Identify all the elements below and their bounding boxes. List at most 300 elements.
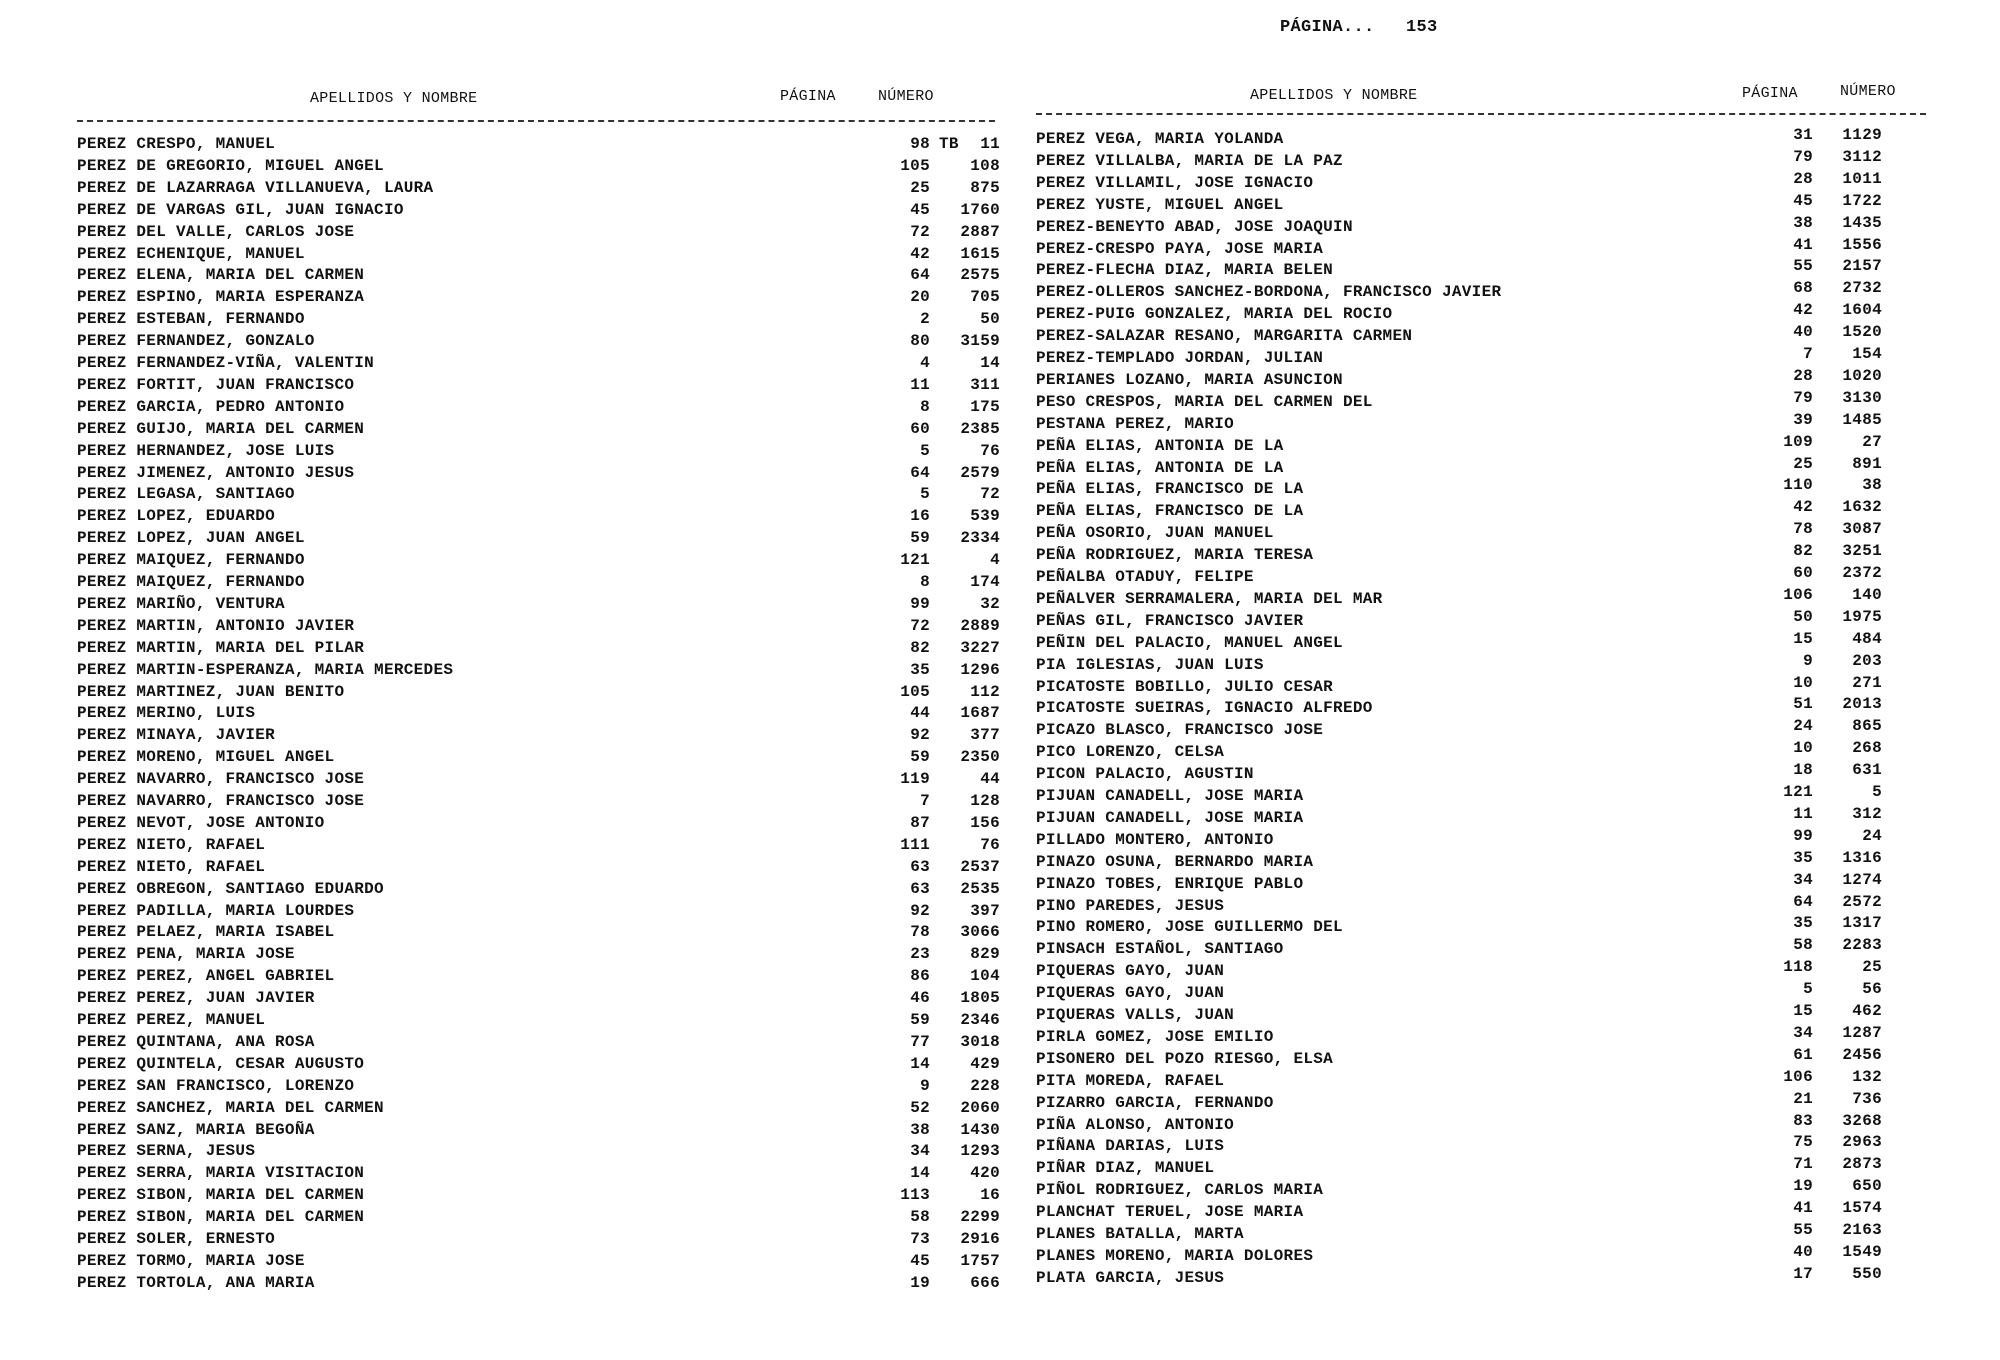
index-entry bbox=[77, 440, 1000, 462]
entry-pagina: 58 bbox=[1793, 936, 1813, 955]
entry-name: PEREZ MARTIN, MARIA DEL PILAR bbox=[77, 638, 365, 657]
entry-numero: 631 bbox=[1852, 761, 1882, 780]
entry-numero: 156 bbox=[970, 813, 1000, 832]
index-entry bbox=[77, 549, 1000, 571]
entry-name: PEREZ LOPEZ, EDUARDO bbox=[77, 507, 276, 526]
entry-numero: 104 bbox=[970, 967, 1000, 986]
entry-numero: 429 bbox=[970, 1054, 1000, 1073]
left-header-name: APELLIDOS Y NOMBRE bbox=[310, 90, 478, 107]
entry-pagina: 60 bbox=[910, 419, 930, 438]
entry-numero: 3066 bbox=[960, 923, 1000, 942]
entry-numero: 2572 bbox=[1842, 892, 1882, 911]
entry-numero: 3251 bbox=[1842, 542, 1882, 561]
index-entry bbox=[77, 943, 1000, 965]
entry-pagina: 21 bbox=[1793, 1089, 1813, 1108]
entry-numero: 1556 bbox=[1842, 235, 1882, 254]
index-entry bbox=[77, 900, 1000, 922]
entry-name: PEREZ-BENEYTO ABAD, JOSE JOAQUIN bbox=[1036, 217, 1353, 236]
entry-numero: 1632 bbox=[1842, 498, 1882, 517]
entry-pagina: 99 bbox=[1793, 826, 1813, 845]
entry-pagina: 7 bbox=[1803, 345, 1813, 363]
entry-numero: 875 bbox=[970, 178, 1000, 197]
entry-name: PESO CRESPOS, MARIA DEL CARMEN DEL bbox=[1036, 392, 1373, 411]
entry-name: PEREZ VILLAMIL, JOSE IGNACIO bbox=[1036, 173, 1314, 192]
entry-pagina: 80 bbox=[910, 332, 930, 351]
entry-pagina: 5 bbox=[1803, 980, 1813, 999]
entry-numero: 76 bbox=[980, 835, 1000, 854]
entry-pagina: 41 bbox=[1793, 235, 1813, 254]
entry-name: PEREZ FORTIT, JUAN FRANCISCO bbox=[77, 375, 355, 394]
entry-pagina: 55 bbox=[1793, 257, 1813, 276]
entry-name: PEREZ PENA, MARIA JOSE bbox=[77, 945, 295, 964]
entry-name: PINO ROMERO, JOSE GUILLERMO DEL bbox=[1036, 918, 1343, 937]
entry-pagina: 71 bbox=[1793, 1155, 1813, 1174]
entry-pagina: 35 bbox=[1793, 914, 1813, 933]
entry-name: PEREZ SOLER, ERNESTO bbox=[77, 1230, 276, 1248]
entry-numero: 2013 bbox=[1842, 695, 1882, 714]
entry-name: PEREZ JIMENEZ, ANTONIO JESUS bbox=[77, 463, 355, 482]
entry-name: PEREZ ECHENIQUE, MANUEL bbox=[77, 244, 305, 263]
entry-pagina: 82 bbox=[910, 638, 930, 657]
entry-name: PICAZO BLASCO, FRANCISCO JOSE bbox=[1036, 721, 1324, 740]
entry-name: PLANES MORENO, MARIA DOLORES bbox=[1036, 1246, 1314, 1265]
entry-numero: 3130 bbox=[1842, 388, 1882, 407]
index-entry bbox=[77, 1119, 1000, 1141]
entry-name: PEREZ SANCHEZ, MARIA DEL CARMEN bbox=[77, 1098, 384, 1117]
entry-pagina: 59 bbox=[910, 529, 930, 548]
entry-name: PEREZ MAIQUEZ, FERNANDO bbox=[77, 551, 305, 570]
index-entry bbox=[77, 615, 1000, 637]
index-entry bbox=[77, 1053, 1000, 1075]
entry-name: PEREZ SIBON, MARIA DEL CARMEN bbox=[77, 1208, 365, 1227]
entry-pagina: 121 bbox=[1783, 783, 1813, 801]
entry-numero: 132 bbox=[1852, 1067, 1882, 1086]
index-entry bbox=[77, 790, 1000, 812]
entry-numero: 1604 bbox=[1842, 301, 1882, 320]
entry-pagina: 34 bbox=[1793, 1023, 1813, 1042]
entry-pagina: 2 bbox=[920, 310, 930, 329]
entry-numero: 50 bbox=[980, 310, 1000, 329]
entry-pagina: 118 bbox=[1783, 958, 1813, 977]
entry-name: PEREZ DE VARGAS GIL, JUAN IGNACIO bbox=[77, 200, 404, 219]
entry-pagina: 25 bbox=[1793, 454, 1813, 473]
entry-numero: 311 bbox=[970, 375, 1000, 394]
entry-name: PEREZ-FLECHA DIAZ, MARIA BELEN bbox=[1036, 261, 1334, 280]
entry-name: PEREZ TORTOLA, ANA MARIA bbox=[77, 1273, 315, 1292]
entry-name: PEREZ GARCIA, PEDRO ANTONIO bbox=[77, 397, 345, 416]
index-entry bbox=[77, 1206, 1000, 1228]
index-entry bbox=[77, 286, 1000, 308]
index-entry bbox=[77, 396, 1000, 418]
entry-pagina: 106 bbox=[1783, 1067, 1813, 1086]
entry-pagina: 25 bbox=[910, 178, 930, 197]
entry-name: PIZARRO GARCIA, FERNANDO bbox=[1036, 1093, 1274, 1112]
entry-name: PEREZ LOPEZ, JUAN ANGEL bbox=[77, 529, 305, 548]
index-entry bbox=[77, 637, 1000, 659]
right-header-name: APELLIDOS Y NOMBRE bbox=[1250, 87, 1418, 104]
entry-name: PEREZ MAIQUEZ, FERNANDO bbox=[77, 573, 305, 591]
entry-pagina: 92 bbox=[910, 726, 930, 745]
entry-pagina: 72 bbox=[910, 222, 930, 241]
entry-numero: 1615 bbox=[960, 244, 1000, 263]
entry-name: PEREZ SIBON, MARIA DEL CARMEN bbox=[77, 1186, 365, 1205]
entry-numero: 3018 bbox=[960, 1032, 1000, 1051]
entry-numero: 550 bbox=[1852, 1264, 1882, 1283]
left-header-pagina: PÁGINA bbox=[780, 88, 836, 105]
entry-pagina: 63 bbox=[910, 857, 930, 876]
entry-name: PEREZ ELENA, MARIA DEL CARMEN bbox=[77, 266, 365, 285]
entry-numero: 462 bbox=[1852, 1002, 1882, 1020]
entry-numero: 312 bbox=[1852, 804, 1882, 823]
entry-pagina: 113 bbox=[900, 1186, 930, 1205]
entry-name: PEÑA ELIAS, FRANCISCO DE LA bbox=[1036, 480, 1304, 499]
entry-numero: 11 bbox=[980, 135, 1000, 153]
entry-numero: 56 bbox=[1862, 980, 1882, 999]
entry-pagina: 86 bbox=[910, 967, 930, 986]
entry-numero: 1760 bbox=[960, 200, 1000, 219]
entry-name: PEREZ VILLALBA, MARIA DE LA PAZ bbox=[1036, 151, 1343, 170]
entry-name: PEREZ FERNANDEZ-VIÑA, VALENTIN bbox=[77, 354, 375, 372]
entry-name: PEREZ DE LAZARRAGA VILLANUEVA, LAURA bbox=[77, 178, 434, 197]
entry-numero: 1316 bbox=[1842, 848, 1882, 867]
entry-numero: 2346 bbox=[960, 1011, 1000, 1029]
entry-name: PEREZ ESTEBAN, FERNANDO bbox=[77, 310, 305, 329]
entry-name: PIÑOL RODRIGUEZ, CARLOS MARIA bbox=[1036, 1181, 1324, 1200]
entry-pagina: 11 bbox=[910, 375, 930, 394]
entry-pagina: 9 bbox=[920, 1076, 930, 1095]
entry-numero: 38 bbox=[1862, 476, 1882, 495]
entry-numero: 736 bbox=[1852, 1089, 1882, 1108]
entry-name: PLANCHAT TERUEL, JOSE MARIA bbox=[1036, 1203, 1304, 1222]
entry-name: PEREZ QUINTANA, ANA ROSA bbox=[77, 1032, 315, 1051]
entry-name: PEÑALBA OTADUY, FELIPE bbox=[1036, 568, 1254, 586]
entry-name: PEREZ-TEMPLADO JORDAN, JULIAN bbox=[1036, 349, 1324, 367]
entry-pagina: 14 bbox=[910, 1054, 930, 1073]
entry-pagina: 38 bbox=[1793, 213, 1813, 232]
entry-pagina: 61 bbox=[1793, 1045, 1813, 1064]
entry-name: PEREZ PEREZ, MANUEL bbox=[77, 1011, 266, 1029]
entry-pagina: 109 bbox=[1783, 432, 1813, 451]
entry-name: PEREZ DE GREGORIO, MIGUEL ANGEL bbox=[77, 156, 384, 175]
entry-pagina: 9 bbox=[1803, 651, 1813, 670]
entry-name: PEREZ-PUIG GONZALEZ, MARIA DEL ROCIO bbox=[1036, 305, 1393, 324]
entry-numero: 2372 bbox=[1842, 564, 1882, 582]
entry-name: PISONERO DEL POZO RIESGO, ELSA bbox=[1036, 1049, 1334, 1068]
right-header-numero: NÚMERO bbox=[1840, 83, 1896, 100]
entry-pagina: 11 bbox=[1793, 804, 1813, 823]
index-entry bbox=[77, 505, 1000, 527]
entry-name: PEREZ-SALAZAR RESANO, MARGARITA CARMEN bbox=[1036, 327, 1413, 346]
entry-pagina: 19 bbox=[1793, 1177, 1813, 1196]
entry-pagina: 28 bbox=[1793, 169, 1813, 188]
entry-name: PINO PAREDES, JESUS bbox=[1036, 896, 1225, 915]
entry-pagina: 82 bbox=[1793, 542, 1813, 561]
entry-numero: 1296 bbox=[960, 660, 1000, 679]
entry-numero: 1011 bbox=[1842, 169, 1882, 188]
entry-pagina: 79 bbox=[1793, 147, 1813, 166]
entry-name: PEÑA RODRIGUEZ, MARIA TERESA bbox=[1036, 546, 1314, 565]
entry-numero: 268 bbox=[1852, 739, 1882, 758]
entry-numero: 1287 bbox=[1842, 1023, 1882, 1042]
entry-name: PIRLA GOMEZ, JOSE EMILIO bbox=[1036, 1027, 1274, 1046]
entry-name: PEREZ MINAYA, JAVIER bbox=[77, 726, 276, 745]
index-entry bbox=[77, 987, 1000, 1009]
entry-numero: 891 bbox=[1852, 454, 1882, 473]
entry-pagina: 78 bbox=[910, 923, 930, 942]
entry-name: PEREZ SERNA, JESUS bbox=[77, 1142, 256, 1161]
entry-name: PEÑA ELIAS, FRANCISCO DE LA bbox=[1036, 502, 1304, 521]
index-entry bbox=[77, 243, 1000, 265]
entry-pagina: 10 bbox=[1793, 739, 1813, 758]
entry-numero: 203 bbox=[1852, 651, 1882, 670]
entry-name: PEREZ MORENO, MIGUEL ANGEL bbox=[77, 748, 335, 767]
index-entry bbox=[77, 1031, 1000, 1053]
entry-name: PEÑA ELIAS, ANTONIA DE LA bbox=[1036, 436, 1284, 455]
entry-numero: 1757 bbox=[960, 1251, 1000, 1270]
entry-pagina: 52 bbox=[910, 1098, 930, 1117]
entry-numero: 650 bbox=[1852, 1177, 1882, 1196]
entry-pagina: 10 bbox=[1793, 673, 1813, 692]
entry-pagina: 38 bbox=[910, 1120, 930, 1139]
index-entry bbox=[1036, 1264, 1926, 1289]
entry-name: PINSACH ESTAÑOL, SANTIAGO bbox=[1036, 940, 1284, 959]
entry-numero: 2385 bbox=[960, 419, 1000, 438]
entry-numero: 32 bbox=[980, 594, 1000, 613]
entry-numero: 3087 bbox=[1842, 520, 1882, 539]
entry-numero: 3268 bbox=[1842, 1111, 1882, 1130]
entry-name: PIQUERAS VALLS, JUAN bbox=[1036, 1006, 1235, 1024]
entry-note: TB bbox=[939, 135, 959, 153]
entry-name: PERIANES LOZANO, MARIA ASUNCION bbox=[1036, 370, 1343, 389]
entry-pagina: 40 bbox=[1793, 323, 1813, 342]
entry-pagina: 64 bbox=[1793, 892, 1813, 911]
entry-name: PEÑAS GIL, FRANCISCO JAVIER bbox=[1036, 611, 1304, 630]
entry-pagina: 68 bbox=[1793, 279, 1813, 298]
entry-numero: 1722 bbox=[1842, 191, 1882, 210]
entry-name: PEREZ-OLLEROS SANCHEZ-BORDONA, FRANCISCO JAVIER bbox=[1036, 283, 1502, 302]
entry-numero: 397 bbox=[970, 901, 1000, 920]
entry-name: PICO LORENZO, CELSA bbox=[1036, 743, 1225, 762]
index-entry bbox=[77, 681, 1000, 703]
entry-pagina: 24 bbox=[1793, 717, 1813, 736]
entry-numero: 128 bbox=[970, 792, 1000, 810]
entry-pagina: 73 bbox=[910, 1230, 930, 1248]
entry-numero: 666 bbox=[970, 1273, 1000, 1292]
entry-numero: 3227 bbox=[960, 638, 1000, 657]
entry-numero: 24 bbox=[1862, 826, 1882, 845]
entry-name: PEREZ MARTINEZ, JUAN BENITO bbox=[77, 682, 345, 701]
entry-numero: 2579 bbox=[960, 463, 1000, 482]
entry-pagina: 20 bbox=[910, 288, 930, 307]
entry-name: PEREZ YUSTE, MIGUEL ANGEL bbox=[1036, 195, 1284, 214]
entry-numero: 1975 bbox=[1842, 607, 1882, 626]
entry-pagina: 15 bbox=[1793, 1002, 1813, 1020]
index-entry bbox=[77, 724, 1000, 746]
entry-numero: 2334 bbox=[960, 529, 1000, 548]
entry-pagina: 105 bbox=[900, 682, 930, 701]
entry-name: PIJUAN CANADELL, JOSE MARIA bbox=[1036, 808, 1304, 827]
entry-name: PIÑANA DARIAS, LUIS bbox=[1036, 1137, 1225, 1156]
entry-pagina: 79 bbox=[1793, 388, 1813, 407]
index-entry bbox=[77, 593, 1000, 615]
entry-numero: 1293 bbox=[960, 1142, 1000, 1161]
entry-pagina: 42 bbox=[910, 244, 930, 263]
entry-name: PEÑA ELIAS, ANTONIA DE LA bbox=[1036, 458, 1284, 477]
entry-pagina: 72 bbox=[910, 616, 930, 635]
entry-name: PEREZ PADILLA, MARIA LOURDES bbox=[77, 901, 355, 920]
index-entry bbox=[77, 856, 1000, 878]
entry-numero: 16 bbox=[980, 1186, 1000, 1205]
entry-pagina: 59 bbox=[910, 748, 930, 767]
entry-name: PINAZO OSUNA, BERNARDO MARIA bbox=[1036, 852, 1314, 871]
entry-name: PEREZ GUIJO, MARIA DEL CARMEN bbox=[77, 419, 365, 438]
entry-name: PEREZ TORMO, MARIA JOSE bbox=[77, 1251, 305, 1270]
index-entry bbox=[77, 133, 1000, 155]
entry-pagina: 40 bbox=[1793, 1242, 1813, 1261]
entry-name: PEÑALVER SERRAMALERA, MARIA DEL MAR bbox=[1036, 589, 1383, 608]
entry-name: PICATOSTE SUEIRAS, IGNACIO ALFREDO bbox=[1036, 699, 1373, 718]
entry-pagina: 63 bbox=[910, 879, 930, 898]
entry-numero: 25 bbox=[1862, 958, 1882, 977]
index-entry bbox=[77, 768, 1000, 790]
entry-numero: 2963 bbox=[1842, 1133, 1882, 1152]
entry-numero: 829 bbox=[970, 945, 1000, 964]
entry-name: PEREZ SERRA, MARIA VISITACION bbox=[77, 1164, 365, 1183]
index-entry bbox=[77, 1184, 1000, 1206]
entry-numero: 76 bbox=[980, 441, 1000, 460]
entry-numero: 2299 bbox=[960, 1208, 1000, 1227]
index-entry bbox=[77, 308, 1000, 330]
index-entry bbox=[77, 1228, 1000, 1250]
entry-numero: 2163 bbox=[1842, 1221, 1882, 1239]
entry-name: PIÑAR DIAZ, MANUEL bbox=[1036, 1159, 1215, 1178]
entry-pagina: 7 bbox=[920, 792, 930, 810]
entry-numero: 1435 bbox=[1842, 213, 1882, 232]
entry-pagina: 5 bbox=[920, 441, 930, 460]
page-label: PÁGINA... bbox=[1280, 18, 1375, 37]
entry-pagina: 110 bbox=[1783, 476, 1813, 495]
entry-name: PINAZO TOBES, ENRIQUE PABLO bbox=[1036, 874, 1304, 893]
index-entry bbox=[77, 330, 1000, 352]
entry-numero: 1430 bbox=[960, 1120, 1000, 1139]
entry-pagina: 23 bbox=[910, 945, 930, 964]
entry-numero: 2350 bbox=[960, 748, 1000, 767]
entry-pagina: 55 bbox=[1793, 1221, 1813, 1239]
entry-name: PEREZ MARTIN, ANTONIO JAVIER bbox=[77, 616, 355, 635]
entry-numero: 228 bbox=[970, 1076, 1000, 1095]
entry-pagina: 39 bbox=[1793, 410, 1813, 429]
entry-name: PEÑIN DEL PALACIO, MANUEL ANGEL bbox=[1036, 633, 1343, 652]
index-entry bbox=[77, 1009, 1000, 1031]
entry-numero: 14 bbox=[980, 354, 1000, 372]
entry-pagina: 77 bbox=[910, 1032, 930, 1051]
entry-name: PIÑA ALONSO, ANTONIO bbox=[1036, 1115, 1235, 1134]
entry-pagina: 87 bbox=[910, 813, 930, 832]
entry-name: PEREZ LEGASA, SANTIAGO bbox=[77, 485, 295, 504]
entry-pagina: 35 bbox=[1793, 848, 1813, 867]
entry-pagina: 35 bbox=[910, 660, 930, 679]
entry-name: PEREZ NEVOT, JOSE ANTONIO bbox=[77, 813, 325, 832]
index-entry bbox=[77, 702, 1000, 724]
entry-name: PIJUAN CANADELL, JOSE MARIA bbox=[1036, 787, 1304, 805]
entry-name: PICON PALACIO, AGUSTIN bbox=[1036, 765, 1254, 784]
entry-name: PEREZ FERNANDEZ, GONZALO bbox=[77, 332, 315, 351]
entry-numero: 44 bbox=[980, 770, 1000, 789]
entry-name: PEREZ VEGA, MARIA YOLANDA bbox=[1036, 130, 1284, 148]
entry-numero: 2887 bbox=[960, 222, 1000, 241]
entry-numero: 539 bbox=[970, 507, 1000, 526]
entry-pagina: 121 bbox=[900, 551, 930, 570]
index-entry bbox=[77, 527, 1000, 549]
entry-pagina: 83 bbox=[1793, 1111, 1813, 1130]
entry-numero: 1020 bbox=[1842, 366, 1882, 385]
entry-numero: 1129 bbox=[1842, 126, 1882, 144]
entry-name: PEREZ-CRESPO PAYA, JOSE MARIA bbox=[1036, 239, 1324, 258]
entry-pagina: 14 bbox=[910, 1164, 930, 1183]
entry-pagina: 8 bbox=[920, 573, 930, 591]
entry-name: PEREZ MARTIN-ESPERANZA, MARIA MERCEDES bbox=[77, 660, 454, 679]
entry-numero: 705 bbox=[970, 288, 1000, 307]
entry-name: PEREZ PEREZ, ANGEL GABRIEL bbox=[77, 967, 335, 986]
entry-name: PLANES BATALLA, MARTA bbox=[1036, 1225, 1244, 1243]
entry-name: PESTANA PEREZ, MARIO bbox=[1036, 414, 1235, 433]
entry-pagina: 98 bbox=[910, 135, 930, 153]
entry-numero: 108 bbox=[970, 156, 1000, 175]
entry-numero: 2732 bbox=[1842, 279, 1882, 298]
entry-pagina: 18 bbox=[1793, 761, 1813, 780]
entry-numero: 5 bbox=[1872, 783, 1882, 801]
entry-pagina: 8 bbox=[920, 397, 930, 416]
index-entry bbox=[77, 221, 1000, 243]
entry-numero: 377 bbox=[970, 726, 1000, 745]
entry-pagina: 31 bbox=[1793, 126, 1813, 144]
entry-numero: 1549 bbox=[1842, 1242, 1882, 1261]
index-entry bbox=[77, 921, 1000, 943]
entry-pagina: 4 bbox=[920, 354, 930, 372]
entry-name: PEREZ SAN FRANCISCO, LORENZO bbox=[77, 1076, 355, 1095]
entry-pagina: 59 bbox=[910, 1011, 930, 1029]
entry-numero: 174 bbox=[970, 573, 1000, 591]
entry-name: PEREZ SANZ, MARIA BEGOÑA bbox=[77, 1120, 315, 1139]
entry-pagina: 45 bbox=[910, 200, 930, 219]
page-number-header bbox=[1280, 18, 1438, 37]
entry-pagina: 34 bbox=[1793, 870, 1813, 889]
entry-name: PEREZ NIETO, RAFAEL bbox=[77, 835, 266, 854]
entry-pagina: 45 bbox=[910, 1251, 930, 1270]
entry-name: PEREZ HERNANDEZ, JOSE LUIS bbox=[77, 441, 335, 460]
entry-pagina: 58 bbox=[910, 1208, 930, 1227]
entry-pagina: 19 bbox=[910, 1273, 930, 1292]
entry-numero: 271 bbox=[1852, 673, 1882, 692]
entry-name: PEREZ ESPINO, MARIA ESPERANZA bbox=[77, 288, 365, 307]
entry-pagina: 92 bbox=[910, 901, 930, 920]
entry-name: PEREZ NAVARRO, FRANCISCO JOSE bbox=[77, 792, 365, 810]
entry-name: PEREZ OBREGON, SANTIAGO EDUARDO bbox=[77, 879, 384, 898]
entry-numero: 1274 bbox=[1842, 870, 1882, 889]
entry-pagina: 119 bbox=[900, 770, 930, 789]
entry-name: PILLADO MONTERO, ANTONIO bbox=[1036, 830, 1274, 849]
index-entry bbox=[77, 199, 1000, 221]
entry-numero: 1317 bbox=[1842, 914, 1882, 933]
entry-name: PEREZ MERINO, LUIS bbox=[77, 704, 256, 723]
entry-name: PIQUERAS GAYO, JUAN bbox=[1036, 984, 1225, 1003]
entry-numero: 4 bbox=[990, 551, 1000, 570]
entry-name: PEREZ NIETO, RAFAEL bbox=[77, 857, 266, 876]
entry-name: PEREZ PEREZ, JUAN JAVIER bbox=[77, 989, 315, 1008]
index-entry bbox=[77, 812, 1000, 834]
index-entry bbox=[77, 418, 1000, 440]
entry-name: PEREZ MARIÑO, VENTURA bbox=[77, 594, 285, 613]
